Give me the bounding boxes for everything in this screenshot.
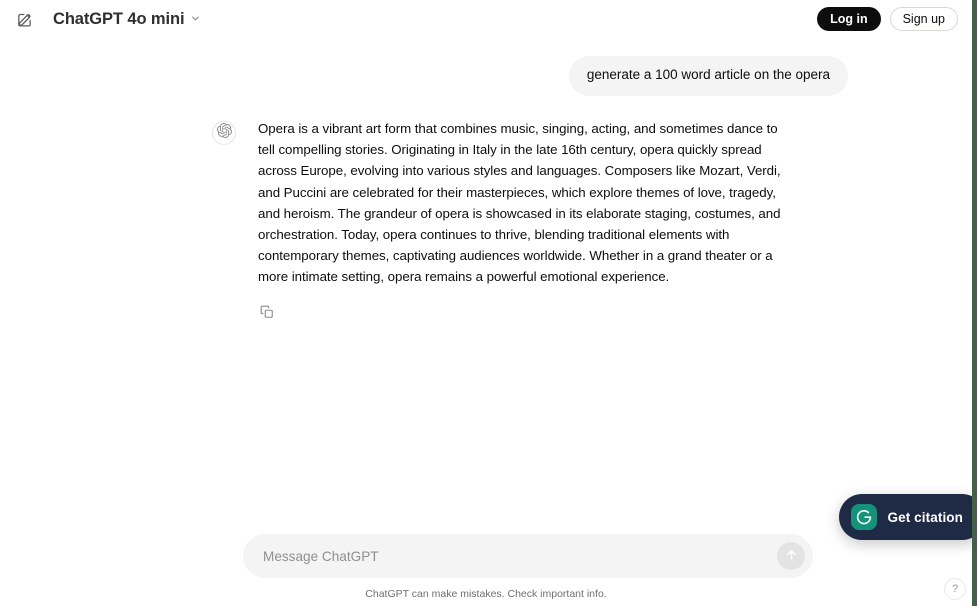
message-action-bar <box>254 302 788 328</box>
user-message-bubble: generate a 100 word article on the opera <box>569 56 848 96</box>
conversation-scroll-area[interactable] <box>0 38 972 538</box>
new-chat-button[interactable] <box>10 5 38 33</box>
copy-button[interactable] <box>254 302 280 328</box>
grammarly-g-icon <box>851 504 877 530</box>
help-button[interactable]: ? <box>944 578 966 600</box>
arrow-up-icon <box>784 547 799 565</box>
model-selector[interactable] <box>48 6 208 33</box>
assistant-turn <box>208 118 848 328</box>
auth-buttons <box>817 7 958 31</box>
disclaimer-text: ChatGPT can make mistakes. Check important info. <box>365 588 607 600</box>
assistant-avatar <box>212 121 236 145</box>
get-citation-label: Get citation <box>887 509 963 525</box>
copy-icon <box>260 305 274 324</box>
message-input[interactable] <box>263 535 777 577</box>
top-bar <box>0 0 972 38</box>
composer-box[interactable] <box>243 534 813 578</box>
send-button[interactable] <box>777 542 805 570</box>
composer-area <box>0 534 972 606</box>
login-button[interactable]: Log in <box>817 7 881 31</box>
message-thread <box>208 38 848 328</box>
chevron-down-icon <box>190 11 201 29</box>
model-name-label: ChatGPT 4o mini <box>53 9 185 28</box>
signup-button[interactable]: Sign up <box>890 7 958 31</box>
assistant-message-body <box>258 118 788 328</box>
get-citation-button[interactable] <box>839 494 977 540</box>
assistant-message-text: Opera is a vibrant art form that combines music, singing, acting, and sometimes dance to tell compelling stories. Originating in Italy in the late 16th century, opera quickly spread across Europe, evolving into various styles and languages. Composers like Mozart, Verdi, and Puccini are celebrated for their masterpieces, which explore themes of love, tragedy, and heroism. The grandeur of opera is showcased in its elaborate staging, costumes, and orchestration. Today, opera continues to thrive, blending traditional elements with contemporary themes, captivating audiences worldwide. Whether in a grand theater or a more intimate setting, opera remains a powerful emotional experience. <box>258 121 781 285</box>
right-edge-accent <box>972 0 977 606</box>
pencil-square-icon <box>16 11 33 28</box>
openai-logo-icon <box>217 123 232 143</box>
user-turn <box>208 56 848 96</box>
